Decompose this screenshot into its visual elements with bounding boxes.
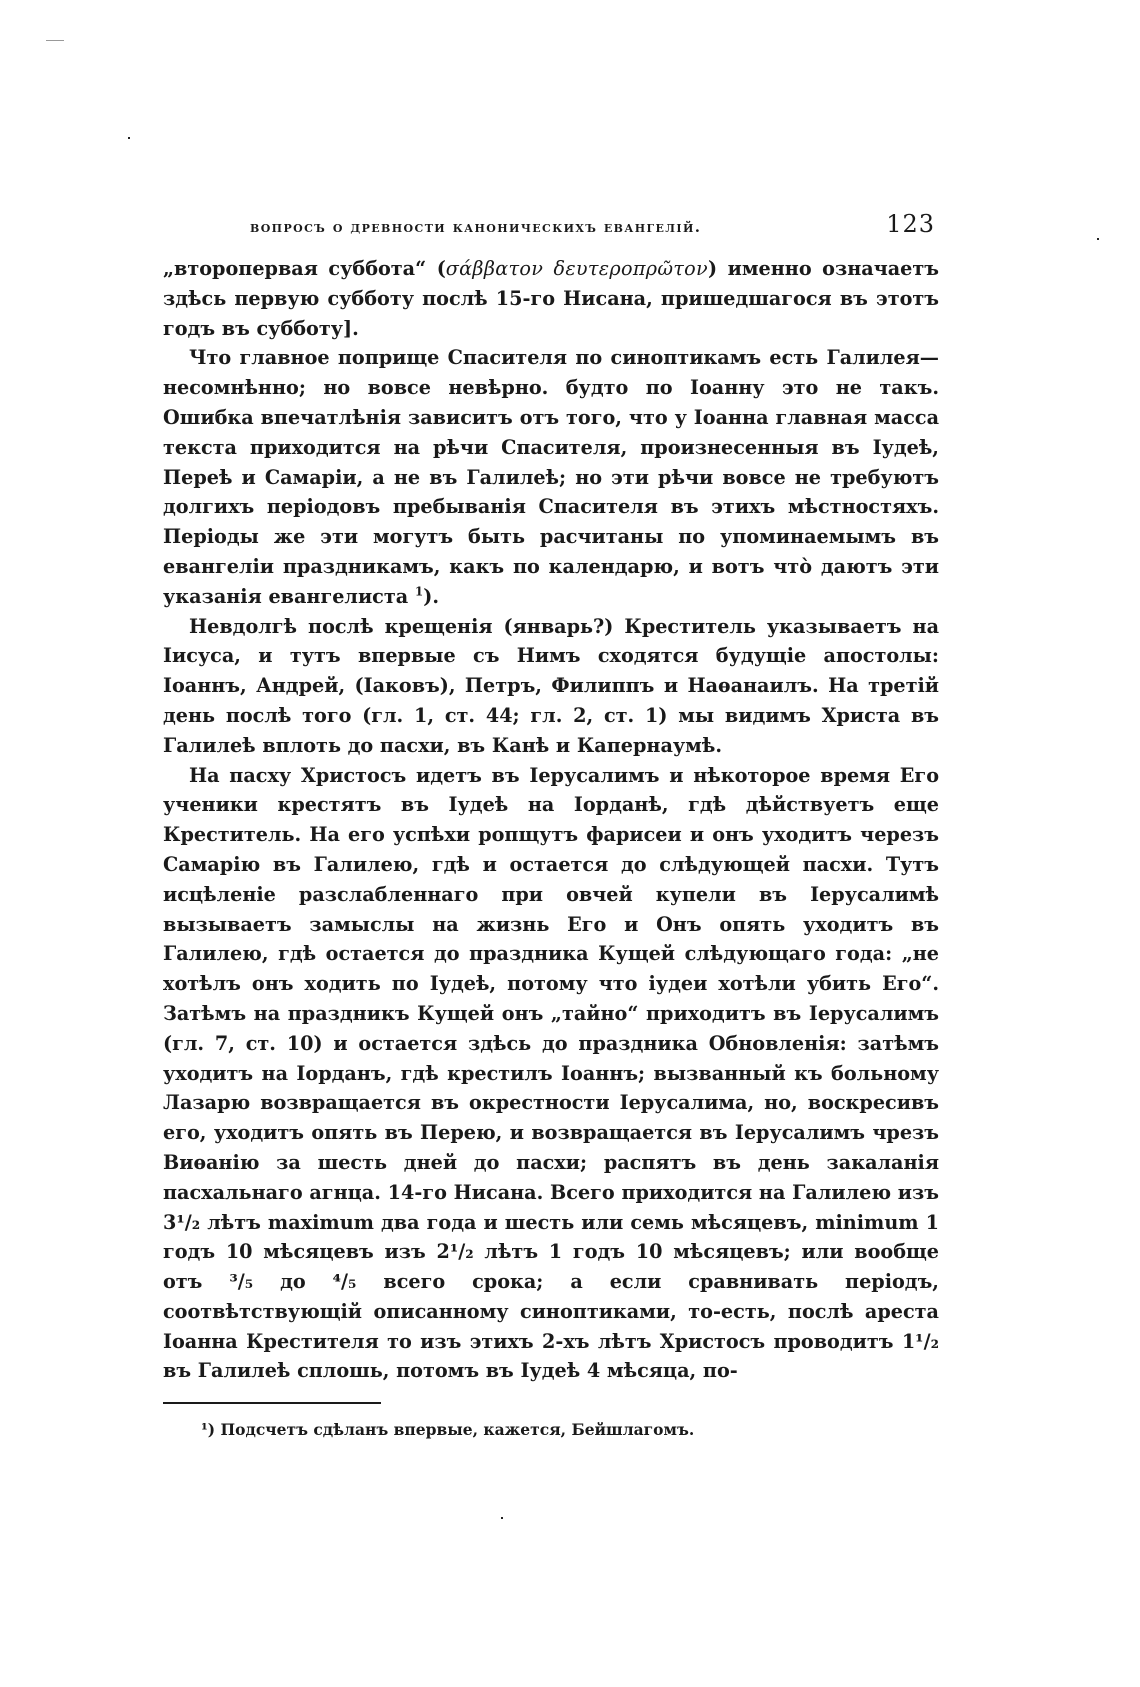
paragraph-text: „второпервая суббота“ ( <box>163 257 446 280</box>
footnote-marker: ¹) <box>201 1420 216 1440</box>
paragraph <box>163 343 939 611</box>
page-number: 123 <box>886 210 935 238</box>
running-title: вопросъ о древности каноническихъ евангелій. <box>250 218 702 236</box>
book-page <box>163 208 939 1440</box>
paragraph <box>163 254 939 343</box>
paragraph-text: Что главное поприще Спасителя по синоптикамъ есть Галилея— несомнѣнно; но вовсе невѣрно. будто по Іоанну это не такъ. Ошибка впечатлѣнія зависитъ отъ того, что у Іоанна главная масса текста приходится на рѣчи Спасителя, произнесенныя въ Іудеѣ, Переѣ и Самаріи, а не въ Галилеѣ; но эти рѣчи вовсе не требуютъ долгихъ періодовъ пребыванія Спасителя въ этихъ мѣстностяхъ. Періоды же эти могутъ быть расчитаны по упоминаемымъ въ евангеліи праздникамъ, какъ по календарю, и вотъ что̀ даютъ эти указанія евангелиста <box>163 346 939 608</box>
scan-speck <box>501 1517 503 1519</box>
scan-mark <box>46 40 64 41</box>
paragraph <box>163 761 939 1387</box>
paragraph-text: Невдолгѣ послѣ крещенія (январь?) Креститель указываетъ на Іисуса, и тутъ впервые съ Нимъ сходятся будущіе апостолы: Іоаннъ, Андрей, (Іаковъ), Петръ, Филиппъ и Наѳанаилъ. На третій день послѣ того (гл. 1, ст. 44; гл. 2, ст. 1) мы видимъ Христа въ Галилеѣ вплоть до пасхи, въ Канѣ и Капернаумѣ. <box>163 614 939 757</box>
paragraph-text: ). <box>423 584 439 608</box>
scan-speck <box>1097 238 1099 240</box>
body-text <box>163 254 939 1386</box>
scan-speck <box>128 137 130 139</box>
footnote <box>163 1420 939 1440</box>
footnote-reference: 1 <box>414 584 424 599</box>
paragraph-text: На пасху Христосъ идетъ въ Іерусалимъ и нѣкоторое время Его ученики крестятъ въ Іудеѣ на Іорданѣ, гдѣ дѣйствуетъ еще Креститель. На его успѣхи ропщутъ фарисеи и онъ уходитъ черезъ Самарію въ Галилею, гдѣ и остается до слѣдующей пасхи. Тутъ исцѣленіе разслабленнаго при овчей купели въ Іерусалимѣ вызываетъ замыслы на жизнь Его и Онъ опять уходитъ въ Галилею, гдѣ остается до праздника Кущей слѣдующаго года: „не хотѣлъ онъ ходить по Іудеѣ, потому что іудеи хотѣли убить Его“. Затѣмъ на праздникъ Кущей онъ „тайно“ приходитъ въ Іерусалимъ (гл. 7, ст. 10) и остается здѣсь до праздника Обновленія: затѣмъ уходитъ на Іорданъ, гдѣ крестилъ Іоаннъ; вызванный къ больному Лазарю возвращается въ окрестности Іерусалима, но, воскресивъ его, уходитъ опять въ Перею, и возвращается въ Іерусалимъ чрезъ Виѳанію за шесть дней до пасхи; распятъ въ день закаланія пасхальнаго агнца. 14-го Нисана. Всего приходится на Галилею изъ 3¹/₂ лѣтъ maximum два года и шесть или семь мѣсяцевъ, minimum 1 годъ 10 мѣсяцевъ изъ 2¹/₂ лѣтъ 1 годъ 10 мѣсяцевъ; или вообще отъ ³/₅ до ⁴/₅ всего срока; а если сравнивать періодъ, соотвѣтствующій описанному синоптиками, то-есть, послѣ ареста Іоанна Крестителя то изъ этихъ 2-хъ лѣтъ Христосъ проводитъ 1¹/₂ въ Галилеѣ сплошь, потомъ въ Іудеѣ 4 мѣсяца, по- <box>163 763 939 1383</box>
footnote-text: Подсчетъ сдѣланъ впервые, кажется, Бейшлагомъ. <box>220 1420 695 1440</box>
running-head <box>163 208 939 242</box>
paragraph-text: ) именно означаетъ здѣсь первую субботу послѣ 15-го Нисана, пришедшагося въ этотъ годъ въ субботу]. <box>163 257 939 340</box>
paragraph <box>163 612 939 761</box>
footnote-divider <box>163 1402 381 1404</box>
greek-phrase: σάββατον δευτερoπρῶτον <box>445 257 709 280</box>
